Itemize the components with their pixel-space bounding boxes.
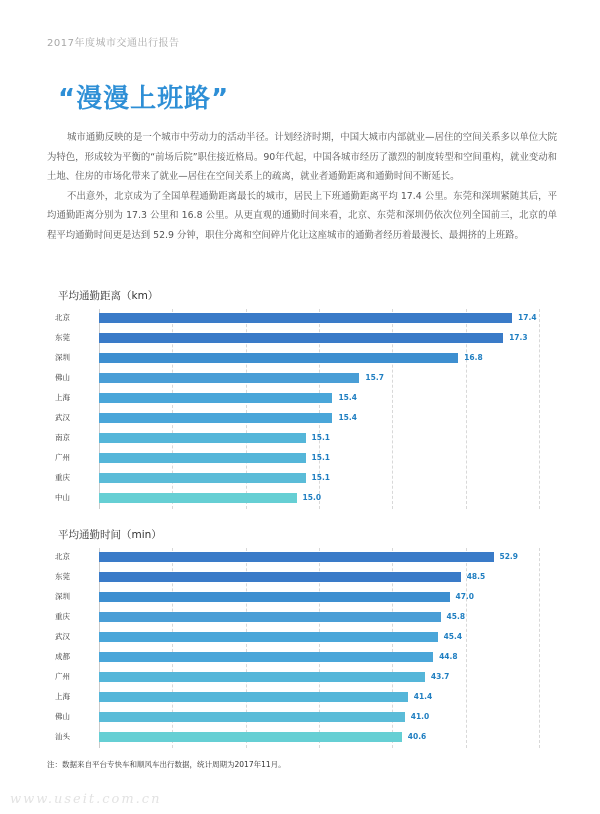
bar-category-label: 北京 xyxy=(55,552,70,561)
bar-value-label: 16.8 xyxy=(464,353,483,362)
bar xyxy=(99,453,306,463)
watermark-logo: www.useit.com.cn xyxy=(10,792,162,807)
bar xyxy=(99,493,297,503)
bar-category-label: 北京 xyxy=(55,313,70,322)
bar-value-label: 15.0 xyxy=(302,493,322,502)
bar-value-label: 41.4 xyxy=(413,692,433,701)
bar-row xyxy=(47,409,547,427)
bar-value-label: 43.7 xyxy=(430,672,450,681)
bar-row xyxy=(47,728,547,746)
bar xyxy=(99,712,405,722)
bar-category-label: 东莞 xyxy=(55,572,70,581)
bar-value-label: 40.6 xyxy=(407,732,427,741)
distance-chart-title: 平均通勤距离（km） xyxy=(58,290,159,302)
bar-category-label: 深圳 xyxy=(55,592,70,601)
bar-row xyxy=(47,548,547,566)
bar xyxy=(99,313,512,323)
bar-category-label: 汕头 xyxy=(55,732,70,741)
bar xyxy=(99,353,458,363)
distance-bar-chart xyxy=(47,309,547,509)
bar xyxy=(99,632,438,642)
bar-row xyxy=(47,369,547,387)
bar-category-label: 重庆 xyxy=(55,473,70,482)
bar-row xyxy=(47,449,547,467)
paragraph-1: 城市通勤反映的是一个城市中劳动力的活动半径。计划经济时期，中国大城市内部就业—居住的空间关系多以单位大院为特色，形成较为平衡的“前场后院”职住接近格局。90年代起，中国各城市经历了激烈的制度转型和空间重构，就业变动和土地、住房的市场化带来了就业—居住在空间关系上的疏离，就业者通勤距离和通勤时间不断延长。 xyxy=(47,132,557,182)
bar-value-label: 15.4 xyxy=(338,393,357,402)
bar-category-label: 深圳 xyxy=(55,353,70,362)
bar-value-label: 15.1 xyxy=(311,433,331,442)
bar xyxy=(99,732,402,742)
bar-value-label: 44.8 xyxy=(439,652,458,661)
bar-category-label: 上海 xyxy=(55,393,70,402)
bar-category-label: 广州 xyxy=(55,672,70,681)
bar-row xyxy=(47,309,547,327)
bar-row xyxy=(47,688,547,706)
bar-value-label: 45.4 xyxy=(443,632,463,641)
bar-category-label: 佛山 xyxy=(55,373,70,382)
section-title: “漫漫上班路” xyxy=(58,84,230,114)
bar-value-label: 48.5 xyxy=(466,572,486,581)
bar-value-label: 15.1 xyxy=(311,453,331,462)
bar-row xyxy=(47,568,547,586)
bar-row xyxy=(47,668,547,686)
bar-category-label: 武汉 xyxy=(55,413,70,422)
body-text xyxy=(47,128,557,245)
bar-value-label: 45.8 xyxy=(446,612,466,621)
bar-value-label: 15.4 xyxy=(338,413,357,422)
bar-row xyxy=(47,708,547,726)
bar-row xyxy=(47,329,547,347)
report-header: 2017年度城市交通出行报告 xyxy=(47,38,180,49)
bar xyxy=(99,692,408,702)
bar-row xyxy=(47,608,547,626)
bar xyxy=(99,612,441,622)
bar xyxy=(99,672,425,682)
bar xyxy=(99,333,503,343)
time-chart-title: 平均通勤时间（min） xyxy=(58,529,162,541)
bar-row xyxy=(47,648,547,666)
bar-row xyxy=(47,588,547,606)
bar-category-label: 东莞 xyxy=(55,333,70,342)
bar-value-label: 17.3 xyxy=(509,333,528,342)
time-bar-chart xyxy=(47,548,547,748)
bar-row xyxy=(47,389,547,407)
bar xyxy=(99,652,433,662)
bar-category-label: 中山 xyxy=(55,493,70,502)
paragraph-2: 不出意外，北京成为了全国单程通勤距离最长的城市，居民上下班通勤距离平均 17.4 公里。东莞和深圳紧随其后，平均通勤距离分别为 17.3 公里和 16.8 公里。从更直观的通勤时间来看，北京、东莞和深圳仍依次位列全国前三，北京的单程平均通勤时间更是达到 52.9 分钟，职住分离和空间碎片化让这座城市的通勤者经历着最漫长、最拥挤的上班路。 xyxy=(47,190,557,241)
bar-row xyxy=(47,489,547,507)
bar-value-label: 41.0 xyxy=(410,712,430,721)
bar-category-label: 成都 xyxy=(55,652,70,661)
bar-row xyxy=(47,628,547,646)
bar-category-label: 佛山 xyxy=(55,712,70,721)
bar-value-label: 15.7 xyxy=(365,373,384,382)
bar-category-label: 南京 xyxy=(55,433,70,442)
bar-value-label: 15.1 xyxy=(311,473,331,482)
bar-category-label: 重庆 xyxy=(55,612,70,621)
bar xyxy=(99,373,359,383)
bar-value-label: 52.9 xyxy=(499,552,519,561)
data-source-note: 注：数据来自平台专快车和顺风车出行数据，统计周期为2017年11月。 xyxy=(47,760,286,769)
bar-category-label: 武汉 xyxy=(55,632,70,641)
bar-value-label: 17.4 xyxy=(518,313,537,322)
bar xyxy=(99,393,332,403)
bar xyxy=(99,592,450,602)
bar-row xyxy=(47,469,547,487)
bar xyxy=(99,572,461,582)
bar-category-label: 上海 xyxy=(55,692,70,701)
bar xyxy=(99,473,306,483)
bar-category-label: 广州 xyxy=(55,453,70,462)
bar-value-label: 47.0 xyxy=(455,592,475,601)
bar xyxy=(99,433,306,443)
bar xyxy=(99,413,332,423)
bar xyxy=(99,552,494,562)
bar-row xyxy=(47,429,547,447)
bar-row xyxy=(47,349,547,367)
